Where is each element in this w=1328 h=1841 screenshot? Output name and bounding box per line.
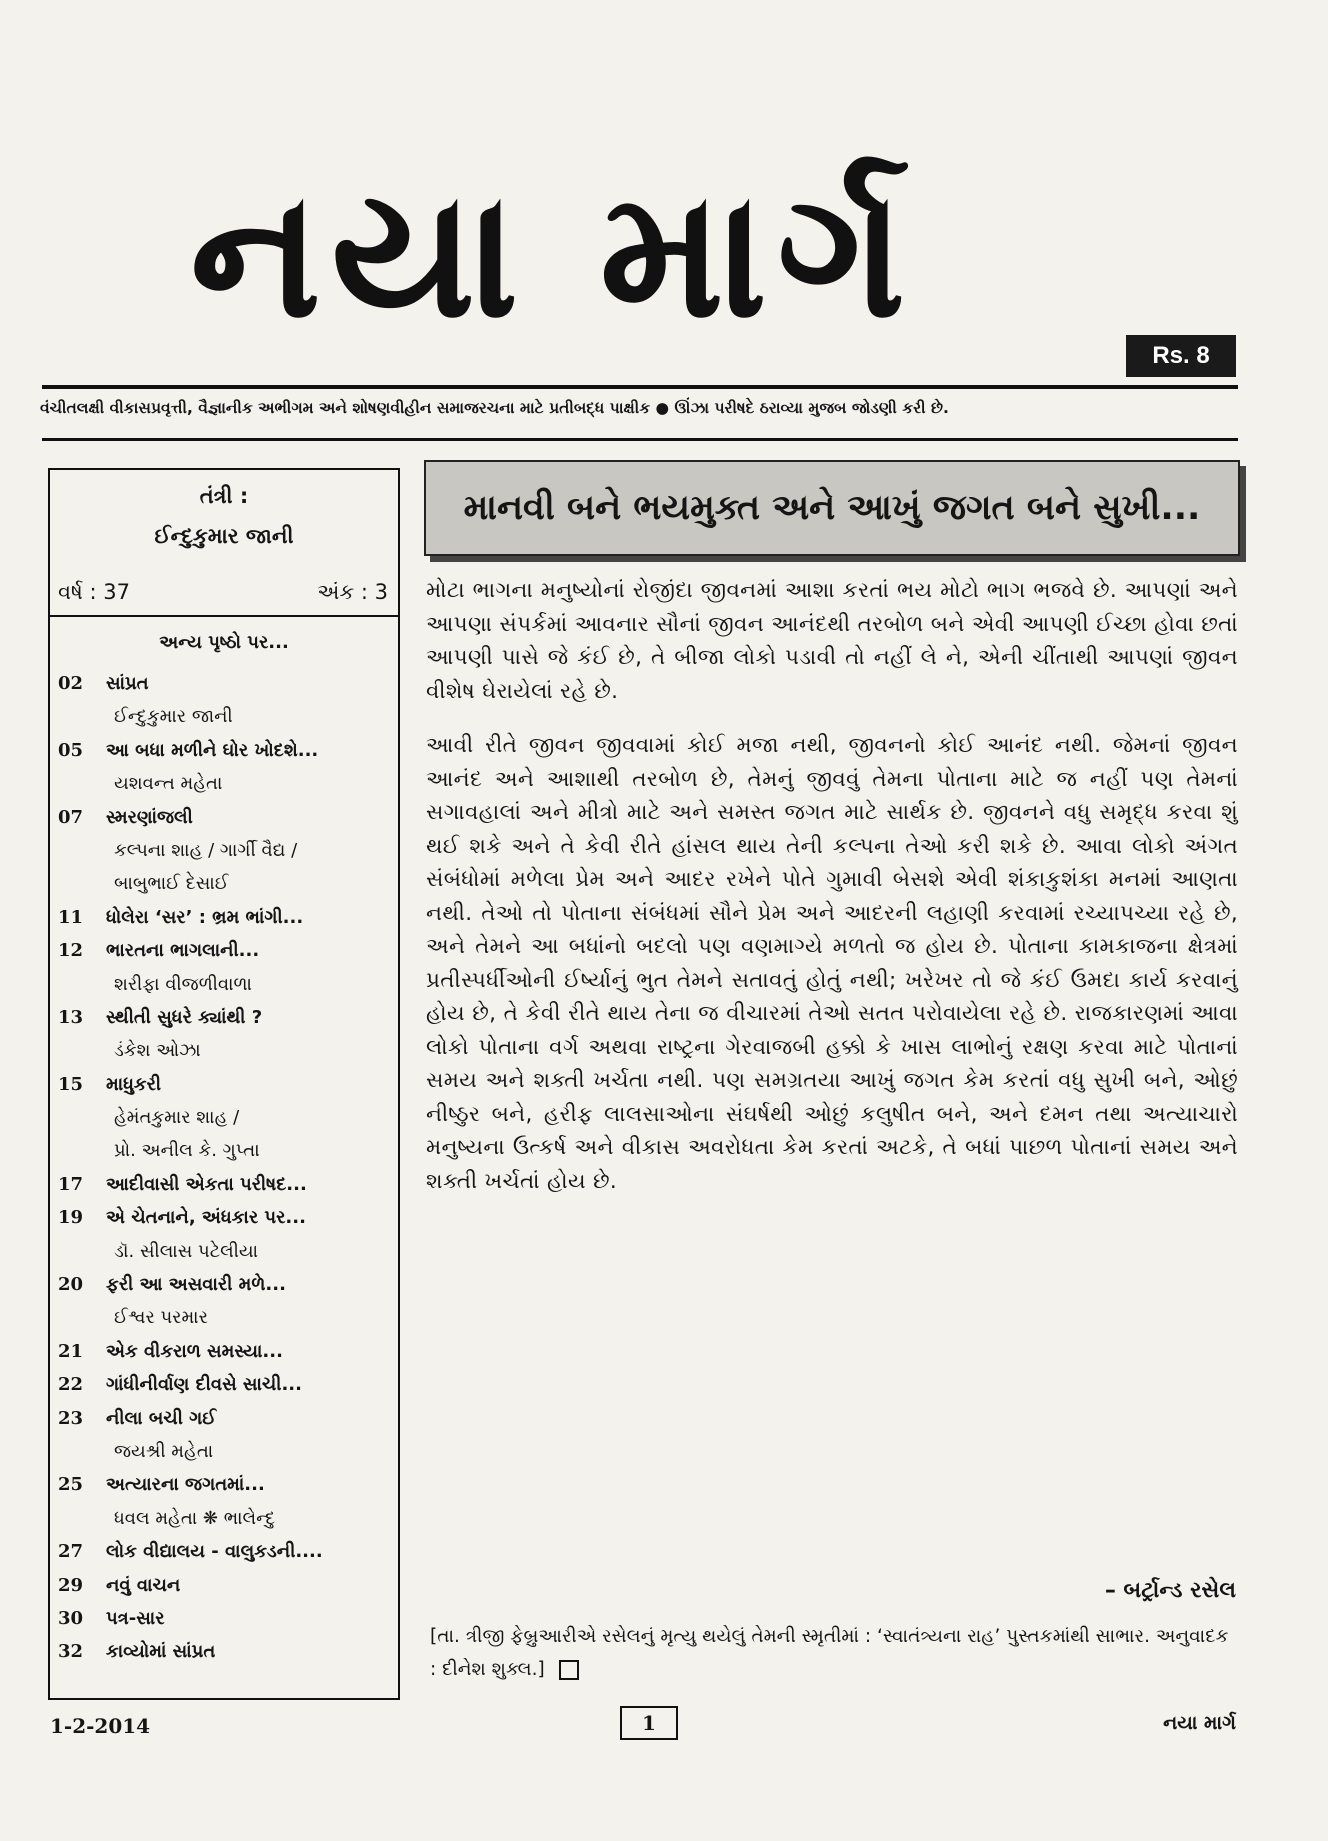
toc-title: માધુકરી <box>106 1073 162 1095</box>
toc-page-number: 32 <box>58 1641 84 1663</box>
toc-title: સાંપ્રત <box>106 673 149 694</box>
toc-title-row <box>58 1569 390 1602</box>
toc-entry <box>58 734 390 801</box>
issue-date: 1-2-2014 <box>50 1714 151 1738</box>
toc-author: ડંકેશ ઓઝા <box>114 1040 201 1062</box>
toc-page-number: 22 <box>58 1374 84 1396</box>
toc-entry <box>58 1368 390 1401</box>
toc-page-number: 13 <box>58 1006 84 1028</box>
toc-title: સ્થીતી સુધરે ક્યાંથી ? <box>106 1006 263 1028</box>
editor-name: ઈન્દુકુમાર જાની <box>154 524 294 548</box>
toc-page-number: 12 <box>58 940 84 962</box>
tagline: વંચીતલક્ષી વીકાસપ્રવૃત્તી, વૈજ્ઞાનીક અભીગમ અને શોષણવીહીન સમાજરચના માટે પ્રતીબદ્ધ પાક્ષીક ● ઊંઝા પરીષદે ઠરાવ્યા મુજબ જોડણી કરી છે. <box>40 399 949 417</box>
toc-title-row <box>58 1635 390 1668</box>
toc-title-row <box>58 1168 390 1201</box>
toc-title: કાવ્યોમાં સાંપ્રત <box>106 1641 216 1663</box>
toc-entry <box>58 1068 390 1168</box>
volume-label: વર્ષ : 37 <box>58 580 130 604</box>
toc-entry <box>58 1001 390 1068</box>
article-paragraph: આવી રીતે જીવન જીવવામાં કોઈ મજા નથી, જીવનનો કોઈ આનંદ નથી. જેમનાં જીવન આનંદ અને આશાથી તરબોળ છે, તેમનું જીવવું તેમના પોતાના માટે જ નહીં પણ તેમનાં સગાવહાલાં અને મીત્રો માટે અને સમસ્ત જગત માટે સાર્થક છે. જીવનને વધુ સમૃદ્ધ કરવા શું થઈ શકે અને તે કેવી રીતે હાંસલ થાય તેની કલ્પના તેઓ કરી શકે છે. આવા લોકો અંગત સંબંધોમાં મળેલા પ્રેમ અને આદર રખેને પોતે ગુમાવી બેસશે એવી શંકાકુશંકા મનમાં આણતા નથી. તેઓ તો પોતાના સંબંધમાં સૌને પ્રેમ અને આદરની લહાણી કરવામાં રચ્યાપચ્યા રહે છે, અને તેમને આ બધાંનો બદલો પણ વણમાગ્યે મળતો જ હોય છે. પોતાના કામકાજના ક્ષેત્રમાં પ્રતીસ્પર્ધીઓની ઈર્ષ્યાનું ભુત તેમને સતાવતું હોતું નથી; ખરેખર તો જે કંઈ ઉમદા કાર્ય કરવાનું હોય છે, તે કેવી રીતે થાય તેના જ વીચારમાં તેઓ સતત પરોવાયેલા રહે છે. રાજકારણમાં આવા લોકો પોતાના વર્ગ અથવા રાષ્ટ્રના ગેરવાજબી હક્કો કે ખાસ લાભોનું રક્ષણ કરવા માટે પોતાનાં સમય અને શક્તી ખર્ચતા નથી. પણ સમગ્રતયા આખું જગત કેમ કરતાં વધુ સુખી બને, ઓછું નીષ્ઠુર બને, હરીફ લાલસાઓના સંઘર્ષથી ઓછું કલુષીત બને, અને દમન તથા અત્યાચારો મનુષ્યના ઉત્કર્ષ અને વીકાસ અવરોધતા કેમ કરતાં અટકે, તે બધાં પાછળ પોતાનાં સમય અને શક્તી ખર્ચતાં હોય છે. <box>426 733 1238 1194</box>
toc-page-number: 21 <box>58 1340 84 1362</box>
toc-page-number: 17 <box>58 1173 84 1195</box>
toc-page-number: 19 <box>58 1207 84 1229</box>
toc-entry <box>58 1335 390 1368</box>
toc-entry <box>58 1602 390 1635</box>
page-number: 1 <box>620 1706 678 1740</box>
toc-title-row <box>58 801 390 834</box>
footer-title: નયા માર્ગ <box>1163 1712 1236 1734</box>
article-body <box>426 574 1238 1219</box>
masthead-rule-top <box>42 385 1238 389</box>
issue-label: અંક : 3 <box>317 580 388 604</box>
toc-title: એ ચેતનાને, અંધકાર પર... <box>106 1207 306 1229</box>
masthead-title: નયા માર્ગ <box>190 152 916 357</box>
toc-title: ફરી આ અસવારી મળે... <box>106 1274 286 1296</box>
toc-title-row <box>58 901 390 934</box>
toc-entry <box>58 934 390 1001</box>
toc-title: ભારતના ભાગલાની... <box>106 940 260 962</box>
toc-title-row <box>58 734 390 767</box>
sidebar-divider <box>50 615 398 617</box>
toc-page-number: 25 <box>58 1474 84 1496</box>
price-badge: Rs. 8 <box>1126 335 1236 377</box>
toc-author: પ્રો. અનીલ કે. ગુપ્તા <box>114 1140 260 1162</box>
toc-page-number: 11 <box>58 906 84 928</box>
toc-entry <box>58 1402 390 1469</box>
toc-title: પત્ર-સાર <box>106 1607 165 1629</box>
toc-title: અત્યારના જગતમાં... <box>106 1474 265 1496</box>
article-paragraph: મોટા ભાગના મનુષ્યોનાં રોજીંદા જીવનમાં આશા કરતાં ભય મોટો ભાગ ભજવે છે. આપણાં અને આપણા સંપર્કમાં આવનાર સૌનાં જીવન આનંદથી તરબોળ બને એવી આપણી ઈચ્છા હોવા છતાં આપણી પાસે જે કંઈ છે, તે બીજા લોકો પડાવી તો નહીં લે ને, એની ચીંતાથી આપણાં જીવન વીશેષ ઘેરાયેલાં રહે છે. <box>426 578 1238 704</box>
contents-sidebar <box>48 468 400 1700</box>
toc-title: આદીવાસી એકતા પરીષદ... <box>106 1173 307 1195</box>
toc-title-row <box>58 667 390 700</box>
article-byline: – બર્ટ્રાન્ડ રસેલ <box>1104 1578 1236 1603</box>
headline-box <box>424 460 1240 556</box>
toc-author: ડૉ. સીલાસ પટેલીયા <box>114 1240 259 1262</box>
toc-entry <box>58 1201 390 1268</box>
toc-author: ઈશ્વર પરમાર <box>114 1307 208 1329</box>
toc-author: ધવલ મહેતા ❋ ભાલેન્દુ <box>114 1507 276 1529</box>
toc-entry <box>58 1569 390 1602</box>
toc-page-number: 20 <box>58 1274 84 1296</box>
toc-entry <box>58 1268 390 1335</box>
table-of-contents <box>58 667 390 1669</box>
toc-title: એક વીકરાળ સમસ્યા... <box>106 1340 283 1362</box>
toc-author: શરીફા વીજળીવાળા <box>114 973 252 995</box>
toc-page-number: 23 <box>58 1407 84 1429</box>
toc-title-row <box>58 1068 390 1101</box>
toc-title: આ બધા મળીને ઘોર ખોદશે... <box>106 739 319 761</box>
toc-author: કલ્પના શાહ / ગાર્ગી વૈદ્ય / <box>114 839 298 861</box>
toc-author: જયશ્રી મહેતા <box>114 1440 214 1462</box>
toc-page-number: 05 <box>58 739 84 761</box>
toc-page-number: 29 <box>58 1574 84 1596</box>
toc-entry <box>58 901 390 934</box>
toc-title: નવું વાચન <box>106 1574 181 1596</box>
toc-author: બાબુભાઈ દેસાઈ <box>114 873 229 895</box>
toc-entry <box>58 1535 390 1568</box>
toc-author: ઈન્દુકુમાર જાની <box>114 706 233 728</box>
toc-title: સ્મરણાંજલી <box>106 806 193 828</box>
toc-title-row <box>58 1368 390 1401</box>
source-note-text: [તા. ત્રીજી ફેબ્રુઆરીએ રસેલનું મૃત્યુ થયેલું તેમની સ્મૃતીમાં : ‘સ્વાતંત્ર્યના રાહ’ પુસ્તકમાંથી સાભાર. અનુવાદક : દીનેશ શુક્લ.] <box>430 1626 1229 1680</box>
toc-entry <box>58 1468 390 1535</box>
article-headline: માનવી બને ભયમુક્ત અને આખું જગત બને સુખી... <box>463 488 1201 528</box>
toc-title-row <box>58 934 390 967</box>
editor-label: તંત્રી : <box>199 484 249 508</box>
toc-page-number: 02 <box>58 673 84 694</box>
toc-page-number: 30 <box>58 1607 84 1629</box>
source-note <box>430 1620 1240 1686</box>
toc-author: યશવન્ત મહેતા <box>114 773 223 795</box>
toc-title: લોક વીદ્યાલય - વાલુકડની.... <box>106 1541 323 1563</box>
toc-heading: અન્ય પૃષ્ઠો પર... <box>159 632 289 653</box>
toc-page-number: 27 <box>58 1541 84 1563</box>
toc-title-row <box>58 1535 390 1568</box>
toc-title-row <box>58 1268 390 1301</box>
toc-page-number: 15 <box>58 1073 84 1095</box>
toc-title: ગાંધીનીર્વાણ દીવસે સાચી... <box>106 1374 302 1396</box>
toc-entry <box>58 1168 390 1201</box>
toc-entry <box>58 1635 390 1668</box>
toc-title-row <box>58 1201 390 1234</box>
toc-title: ધોલેરા ‘સર’ : ભ્રમ ભાંગી... <box>106 906 304 928</box>
masthead-rule-bottom <box>42 438 1238 441</box>
end-mark-icon <box>559 1660 579 1680</box>
toc-title-row <box>58 1402 390 1435</box>
toc-title-row <box>58 1468 390 1501</box>
toc-title-row <box>58 1602 390 1635</box>
toc-page-number: 07 <box>58 806 84 828</box>
toc-title-row <box>58 1001 390 1034</box>
toc-title: નીલા બચી ગઈ <box>106 1407 217 1429</box>
toc-title-row <box>58 1335 390 1368</box>
toc-entry <box>58 801 390 901</box>
toc-entry <box>58 667 390 734</box>
toc-author: હેમંતકુમાર શાહ / <box>114 1107 240 1129</box>
